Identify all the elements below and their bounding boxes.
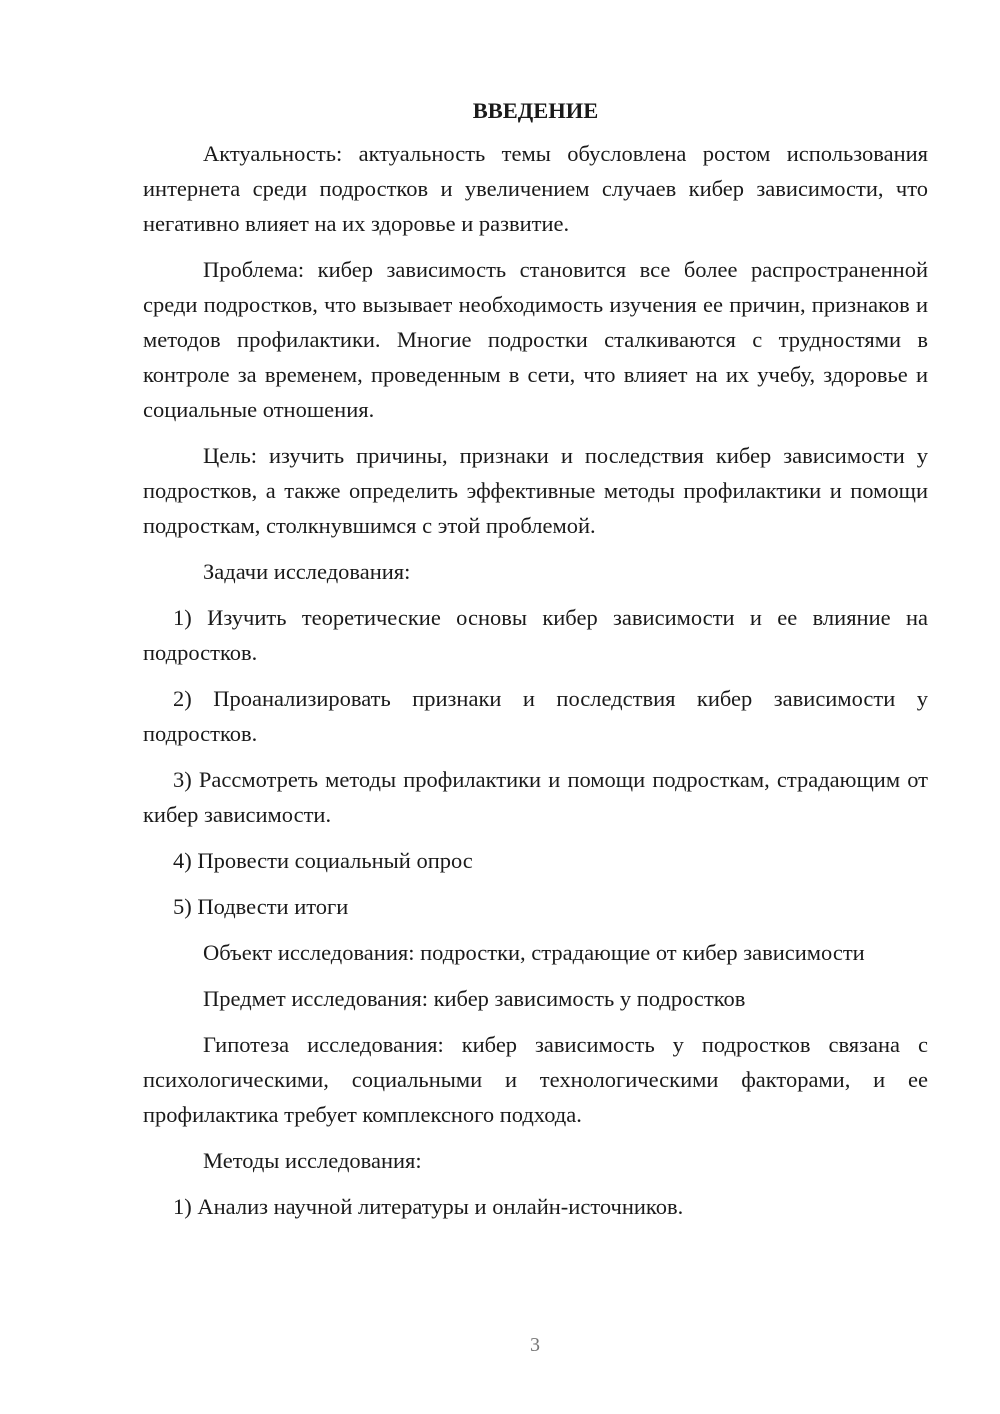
paragraph-problem: Проблема: кибер зависимость становится все более распространенной среди подростков, что вызывает необходимость изучения ее причин, признаков и методов профилактики. Многие подростки сталкиваются с трудностями в контроле за временем, проведенным в сети, что влияет на их учебу, здоровье и социальные отношения. <box>143 257 928 422</box>
paragraph-goal: Цель: изучить причины, признаки и последствия кибер зависимости у подростков, а также определить эффективные методы профилактики и помощи подросткам, столкнувшимся с этой проблемой. <box>143 443 928 538</box>
page-content <box>143 96 928 1235</box>
task-item: 1) Изучить теоретические основы кибер зависимости и ее влияние на подростков. <box>143 605 928 665</box>
task-item: 5) Подвести итоги <box>173 894 349 919</box>
task-item: 2) Проанализировать признаки и последствия кибер зависимости у подростков. <box>143 686 928 746</box>
page-number: 3 <box>530 1334 540 1356</box>
tasks-title: Задачи исследования: <box>203 559 411 584</box>
method-item: 1) Анализ научной литературы и онлайн-источников. <box>173 1194 684 1219</box>
paragraph-object: Объект исследования: подростки, страдающие от кибер зависимости <box>203 940 865 965</box>
task-item: 3) Рассмотреть методы профилактики и помощи подросткам, страдающим от кибер зависимости. <box>143 767 928 827</box>
methods-title: Методы исследования: <box>203 1148 422 1173</box>
paragraph-hypothesis: Гипотеза исследования: кибер зависимость у подростков связана с психологическими, социальными и технологическими факторами, и ее профилактика требует комплексного подхода. <box>143 1032 928 1127</box>
paragraph-relevance: Актуальность: актуальность темы обусловлена ростом использования интернета среди подростков и увеличением случаев кибер зависимости, что негативно влияет на их здоровье и развитие. <box>143 141 928 236</box>
section-heading: ВВЕДЕНИЕ <box>472 98 599 123</box>
paragraph-subject: Предмет исследования: кибер зависимость у подростков <box>203 986 746 1011</box>
task-item: 4) Провести социальный опрос <box>173 848 473 873</box>
